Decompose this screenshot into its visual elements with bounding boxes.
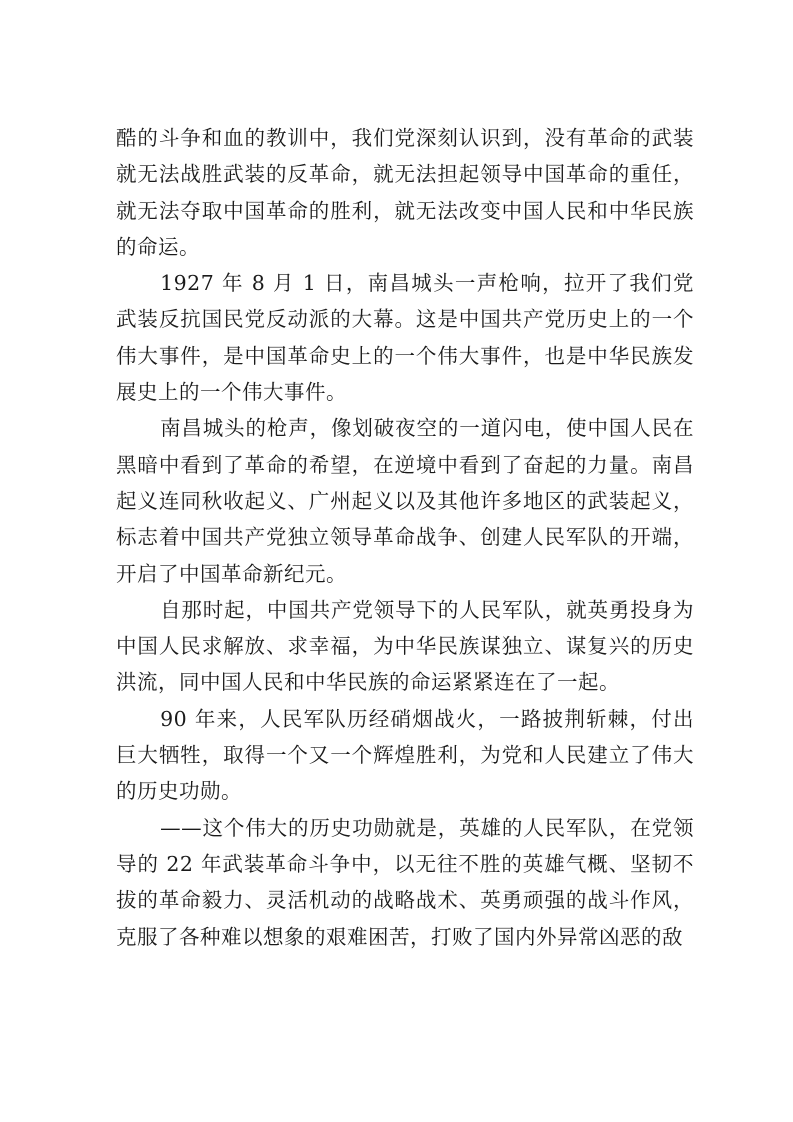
paragraph-nanchang-uprising: 1927 年 8 月 1 日，南昌城头一声枪响，拉开了我们党武装反抗国民党反动派的大幕。这是中国共产党历史上的一个伟大事件，是中国革命史上的一个伟大事件，也是中华民族发展史上的一个伟大事件。	[116, 271, 694, 405]
paragraph-continued: 酷的斗争和血的教训中，我们党深刻认识到，没有革命的武装就无法战胜武装的反革命，就无法担起领导中国革命的重任，就无法夺取中国革命的胜利，就无法改变中国人民和中华民族的命运。	[116, 126, 694, 259]
document-body	[116, 120, 694, 955]
paragraph-historic-feat: ——这个伟大的历史功勋就是，英雄的人民军队，在党领导的 22 年武装革命斗争中，以无往不胜的英雄气概、坚韧不拔的革命毅力、灵活机动的战略战术、英勇顽强的战斗作风，克服了各种难以想象的艰难困苦，打败了国内外异常凶恶的敌	[116, 815, 694, 949]
paragraph-gunshot: 南昌城头的枪声，像划破夜空的一道闪电，使中国人民在黑暗中看到了革命的希望，在逆境中看到了奋起的力量。南昌起义连同秋收起义、广州起义以及其他许多地区的武装起义，标志着中国共产党独立领导革命战争、创建人民军队的开端，开启了中国革命新纪元。	[116, 416, 694, 586]
paragraph-since-then: 自那时起，中国共产党领导下的人民军队，就英勇投身为中国人民求解放、求幸福，为中华民族谋独立、谋复兴的历史洪流，同中国人民和中华民族的命运紧紧连在了一起。	[116, 597, 694, 695]
paragraph-90-years: 90 年来，人民军队历经硝烟战火，一路披荆斩棘，付出巨大牺牲，取得一个又一个辉煌胜利，为党和人民建立了伟大的历史功勋。	[116, 706, 694, 804]
